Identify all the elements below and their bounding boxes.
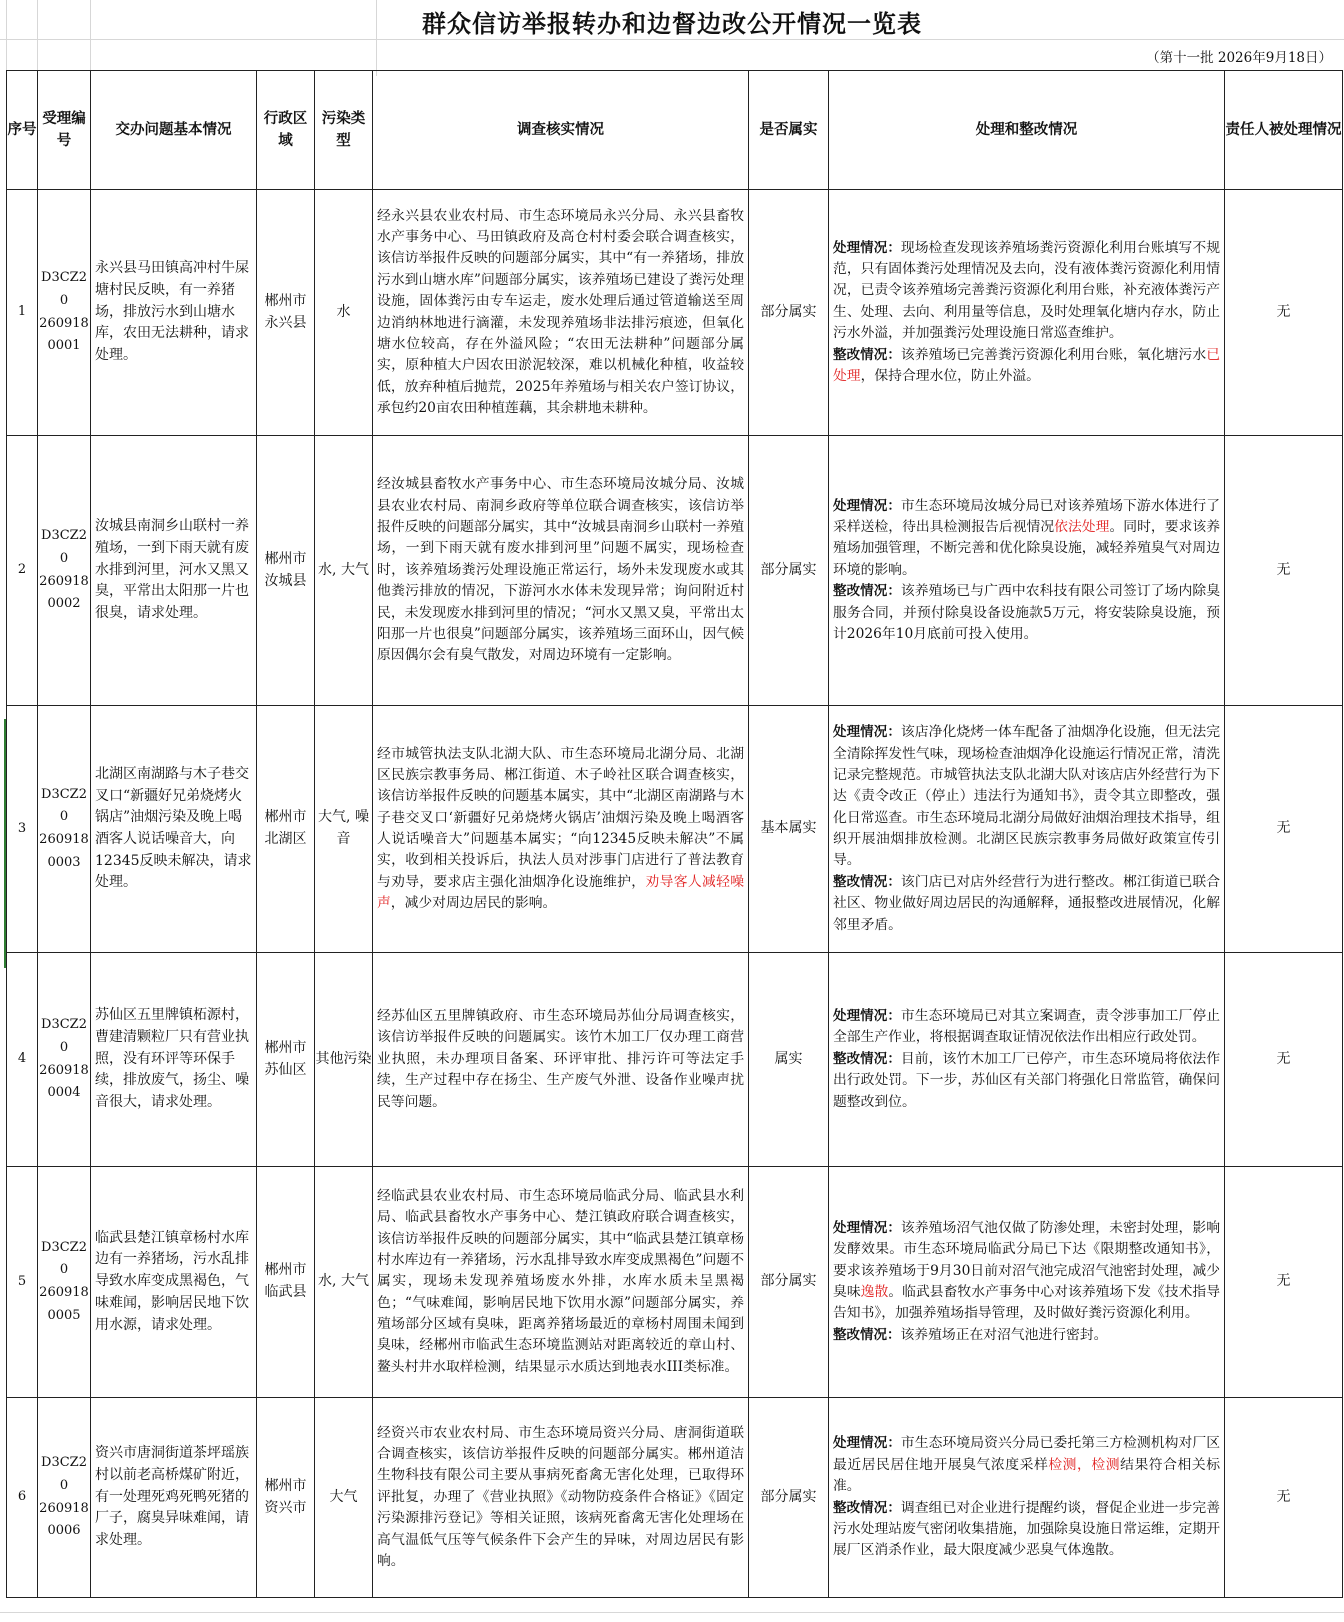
handling-text: 市生态环境局汝城分局已对该养殖场下游水体进行了采样送检，待出具检测报告后视情况 xyxy=(833,497,1221,536)
handling-text: 市生态环境局资兴分局已委托第三方检测机构对厂区最近居民居住地开展臭气浓度采样 xyxy=(833,1435,1221,1473)
verification-status xyxy=(749,706,829,953)
investigation-findings xyxy=(373,1167,749,1398)
responsibility-text: 无 xyxy=(1276,1050,1291,1067)
grid-line xyxy=(0,1612,1344,1613)
rectification-label: 整改情况： xyxy=(833,1499,901,1516)
row-index-value: 4 xyxy=(17,1051,27,1067)
handling-paragraph xyxy=(833,722,1220,872)
issue-description-text: 临武县楚江镇章杨村水库边有一养猪场，污水乱排导致水库变成黑褐色，气味难闻，影响居民地下饮用水源，请求处理。 xyxy=(95,1229,249,1333)
issue-description xyxy=(91,953,257,1167)
rectification-paragraph xyxy=(833,1049,1220,1113)
header-region: 行政区域 xyxy=(257,71,315,190)
handling-text: 结果符合相关标准。 xyxy=(833,1456,1221,1495)
page-title: 群众信访举报转办和边督边改公开情况一览表 xyxy=(422,9,922,38)
admin-region xyxy=(257,1398,315,1598)
row-index xyxy=(7,190,38,436)
header-responsibility: 责任人被处理情况 xyxy=(1225,71,1343,190)
row-index xyxy=(7,953,38,1167)
highlighted-text: 检测，检测 xyxy=(1048,1456,1121,1473)
investigation-findings xyxy=(373,1398,749,1598)
pollution-type xyxy=(315,1398,373,1598)
rectification-paragraph xyxy=(833,345,1220,388)
pollution-type-text: 大气 xyxy=(329,1488,358,1505)
handling-paragraph xyxy=(833,238,1220,345)
rectification-label: 整改情况： xyxy=(833,1326,901,1343)
row-index xyxy=(7,706,38,953)
case-code-line: 260918 xyxy=(39,1062,89,1078)
table-row xyxy=(7,953,1343,1167)
verification-status xyxy=(749,1398,829,1598)
case-code-line: 0004 xyxy=(47,1085,81,1101)
issue-description-text: 永兴县马田镇高冲村牛屎塘村民反映，有一养猪场，排放污水到山塘水库，农田无法耕种，请求处理。 xyxy=(95,260,249,364)
row-index xyxy=(7,436,38,706)
pollution-type-text: 水, 大气 xyxy=(318,1273,369,1290)
row-index-value: 3 xyxy=(17,820,27,836)
table-row xyxy=(7,436,1343,706)
responsibility-text: 无 xyxy=(1276,303,1291,320)
rectification-paragraph xyxy=(833,872,1220,936)
pollution-type-text: 大气, 噪音 xyxy=(318,809,369,847)
pollution-type-text: 水 xyxy=(336,303,351,320)
pollution-type-text: 水, 大气 xyxy=(318,561,369,578)
header-basic: 交办问题基本情况 xyxy=(91,71,257,190)
handling-text: 该养殖场沼气池仅做了防渗处理，未密封处理，影响发酵效果。市生态环境局临武分局已下达《限期整改通知书》，要求该养殖场于9月30日前对沼气池完成沼气池密封处理，减少臭味 xyxy=(833,1219,1221,1300)
rectification-label: 整改情况： xyxy=(833,873,901,890)
row-index-value: 5 xyxy=(17,1273,27,1289)
rectification-label: 整改情况： xyxy=(833,583,901,600)
handling-rectification xyxy=(829,436,1225,706)
handling-text: 现场检查发现该养殖场粪污资源化利用台账填写不规范，只有固体粪污处理情况及去向，没有液体粪污资源化利用情况，已责令该养殖场完善粪污资源化利用台账，补充液体粪污产生、处理、去向、利用量等信息，及时处理氧化塘内存水，防止污水外溢，并加强粪污处理设施日常巡查维护。 xyxy=(833,239,1221,342)
highlighted-text: 依法处理 xyxy=(1054,519,1110,536)
case-code-line: 0005 xyxy=(47,1307,81,1323)
admin-region xyxy=(257,436,315,706)
table-row xyxy=(7,1167,1343,1398)
verification-status xyxy=(749,953,829,1167)
table-row xyxy=(7,1398,1343,1598)
responsibility xyxy=(1225,436,1343,706)
rectification-text: 该养殖场已完善粪污资源化利用台账，氧化塘污水 xyxy=(900,346,1207,363)
verification-status-text: 部分属实 xyxy=(760,1488,817,1505)
responsibility xyxy=(1225,706,1343,953)
header-pollution: 污染类型 xyxy=(315,71,373,190)
handling-text: 。临武县畜牧水产事务中心对该养殖场下发《技术指导告知书》，加强养殖场指导管理，及时做好粪污资源化利用。 xyxy=(833,1284,1221,1322)
table-row xyxy=(7,706,1343,953)
case-code xyxy=(38,190,91,436)
issue-description-text: 汝城县南洞乡山联村一养殖场，一到下雨天就有废水排到河里，河水又黑又臭，平常出太阳那一片也很臭，请求处理。 xyxy=(95,518,249,622)
issue-description xyxy=(91,1167,257,1398)
case-code-line: 260918 xyxy=(39,573,89,589)
admin-region-text: 郴州市苏仙区 xyxy=(264,1039,307,1078)
batch-row xyxy=(0,40,1344,70)
responsibility-text: 无 xyxy=(1276,820,1291,837)
handling-rectification xyxy=(829,1167,1225,1398)
row-index xyxy=(7,1398,38,1598)
handling-label: 处理情况： xyxy=(833,1008,901,1025)
case-code-line: 0001 xyxy=(47,338,81,354)
investigation-text: 经市城管执法支队北湖大队、市生态环境局北湖分局、北湖区民族宗教事务局、郴江街道、木子岭社区联合调查核实，该信访举报件反映的问题基本属实，其中“北湖区南湖路与木子巷交叉口‘新疆好兄弟烧烤火锅店’油烟污染及晚上喝酒客人说话噪音大”问题基本属实；“向12345反映未解决”不属实，收到相关投诉后，执法人员对涉事门店进行了普法教育与劝导，要求店主强化油烟净化设施维护， xyxy=(377,745,744,890)
issue-description xyxy=(91,436,257,706)
case-code-line: 0006 xyxy=(47,1523,81,1539)
verification-status-text: 部分属实 xyxy=(760,561,817,578)
batch-info: （第十一批 2026年9月18日） xyxy=(1146,50,1332,66)
pollution-type xyxy=(315,436,373,706)
verification-status xyxy=(749,1167,829,1398)
handling-text: 。同时，要求该养殖场加强管理，不断完善和优化除臭设施，减轻养殖臭气对周边环境的影响。 xyxy=(833,519,1221,578)
highlighted-text: 已处理 xyxy=(833,346,1221,384)
header-handling: 处理和整改情况 xyxy=(829,71,1225,190)
title-row xyxy=(0,0,1344,40)
row-index-value: 1 xyxy=(17,304,27,320)
admin-region-text: 郴州市临武县 xyxy=(264,1262,307,1300)
admin-region-text: 郴州市永兴县 xyxy=(264,292,307,331)
rectification-label: 整改情况： xyxy=(833,346,901,363)
case-code xyxy=(38,1167,91,1398)
admin-region xyxy=(257,953,315,1167)
responsibility-text: 无 xyxy=(1276,1488,1291,1505)
handling-paragraph xyxy=(833,1006,1220,1049)
investigation-findings xyxy=(373,190,749,436)
issue-description-text: 苏仙区五里牌镇柘源村，曹建清颗粒厂只有营业执照，没有环评等环保手续，排放废气，扬尘、噪音很大，请求处理。 xyxy=(95,1007,249,1111)
table-body xyxy=(7,190,1343,1598)
case-code-line: 0003 xyxy=(47,854,81,870)
rectification-paragraph xyxy=(833,1498,1220,1562)
rectification-text: 该养殖场正在对沼气池进行密封。 xyxy=(900,1326,1108,1343)
admin-region xyxy=(257,190,315,436)
header-code: 受理编号 xyxy=(38,71,91,190)
investigation-findings xyxy=(373,953,749,1167)
header-row xyxy=(7,71,1343,190)
case-code xyxy=(38,706,91,953)
rectification-text: 调查组已对企业进行提醒约谈，督促企业进一步完善污水处理站废气密闭收集措施，加强除臭设施日常运维，定期开展厂区消杀作业，最大限度减少恶臭气体逸散。 xyxy=(833,1499,1221,1559)
responsibility xyxy=(1225,190,1343,436)
investigation-findings xyxy=(373,436,749,706)
case-code-line: D3CZ20 xyxy=(41,1017,87,1055)
header-index: 序号 xyxy=(7,71,38,190)
handling-rectification xyxy=(829,706,1225,953)
issue-description xyxy=(91,706,257,953)
investigation-text: 经永兴县农业农村局、市生态环境局永兴分局、永兴县畜牧水产事务中心、马田镇政府及高仓村村委会联合调查核实，该信访举报件反映的问题部分属实，其中“有一养猪场，排放污水到山塘水库”问题部分属实，该养殖场已建设了粪污处理设施，固体粪污由专车运走，废水处理后通过管道输送至周边消纳林地进行滴灌，未发现养殖场非法排污痕迹，但氧化塘水位较高，存在外溢风险；“农田无法耕种”问题部分属实，原种植大户因农田淤泥较深，难以机械化种植，收益较低，放弃种植后抛荒，2025年养殖场与相关农户签订协议，承包约20亩农田种植莲藕，其余耕地未耕种。 xyxy=(377,207,744,416)
rectification-text: ，保持合理水位，防止外溢。 xyxy=(860,367,1040,384)
pollution-type xyxy=(315,953,373,1167)
report-table xyxy=(6,70,1343,1598)
admin-region-text: 郴州市汝城县 xyxy=(264,550,307,589)
handling-text: 该店净化烧烤一体车配备了油烟净化设施，但无法完全清除挥发性气味，现场检查油烟净化设施运行情况正常，清洗记录完整规范。市城管执法支队北湖大队对该店店外经营行为下达《责令改正（停止）违法行为通知书》，责令其立即整改，强化日常巡查。市生态环境局北湖分局做好油烟治理技术指导，组织开展油烟排放检测。北湖区民族宗教事务局做好政策宣传引导。 xyxy=(833,724,1221,869)
responsibility xyxy=(1225,1167,1343,1398)
header-status: 是否属实 xyxy=(749,71,829,190)
verification-status xyxy=(749,190,829,436)
case-code-line: 260918 xyxy=(39,832,89,847)
case-code-line: D3CZ20 xyxy=(41,270,87,308)
rectification-text: 该养殖场已与广西中农科技有限公司签订了场内除臭服务合同，并预付除臭设备设施款5万元，将安装除臭设施，预计2026年10月底前可投入使用。 xyxy=(833,583,1221,642)
responsibility-text: 无 xyxy=(1276,1273,1291,1290)
case-code-line: D3CZ20 xyxy=(41,528,87,566)
case-code-line: 0002 xyxy=(47,596,81,612)
case-code-line: 260918 xyxy=(39,1500,89,1516)
row-index xyxy=(7,1167,38,1398)
handling-label: 处理情况： xyxy=(833,1219,901,1236)
admin-region xyxy=(257,1167,315,1398)
investigation-text: 经苏仙区五里牌镇政府、市生态环境局苏仙分局调查核实，该信访举报件反映的问题属实。该竹木加工厂仅办理工商营业执照，未办理项目备案、环评审批、排污许可等法定手续，生产过程中存在扬尘、生产废气外泄、设备作业噪声扰民等问题。 xyxy=(377,1008,744,1110)
case-code-line: D3CZ20 xyxy=(41,1239,87,1278)
investigation-findings xyxy=(373,706,749,953)
case-code xyxy=(38,953,91,1167)
issue-description xyxy=(91,190,257,436)
investigation-text: 经资兴市农业农村局、市生态环境局资兴分局、唐洞街道联合调查核实，该信访举报件反映的问题部分属实。郴州道洁生物科技有限公司主要从事病死畜禽无害化处理，已取得环评批复，办理了《营业执照》《动物防疫条件合格证》《固定污染源排污登记》等相关证照，该病死畜禽无害化处理场在高气温低气压等气候条件下会产生的异味，对周边居民有影响。 xyxy=(377,1424,744,1569)
responsibility xyxy=(1225,953,1343,1167)
responsibility-text: 无 xyxy=(1276,561,1291,578)
rectification-text: 目前，该竹木加工厂已停产，市生态环境局将依法作出行政处罚。下一步，苏仙区有关部门将强化日常监管，确保问题整改到位。 xyxy=(833,1050,1221,1110)
verification-status xyxy=(749,436,829,706)
handling-label: 处理情况： xyxy=(833,724,901,741)
issue-description xyxy=(91,1398,257,1598)
handling-paragraph xyxy=(833,1218,1220,1325)
handling-label: 处理情况： xyxy=(833,239,901,256)
handling-text: 市生态环境局已对其立案调查，责令涉事加工厂停止全部生产作业，将根据调查取证情况依法作出相应行政处罚。 xyxy=(833,1008,1221,1046)
table-row xyxy=(7,190,1343,436)
highlighted-text: 逸散 xyxy=(860,1284,889,1300)
case-code xyxy=(38,1398,91,1598)
rectification-label: 整改情况： xyxy=(833,1050,901,1067)
pollution-type-text: 其他污染 xyxy=(315,1050,372,1067)
investigation-text: ，减少对周边居民的影响。 xyxy=(390,895,557,912)
case-code-line: 260918 xyxy=(39,315,89,331)
pollution-type xyxy=(315,1167,373,1398)
verification-status-text: 基本属实 xyxy=(760,820,817,837)
pollution-type xyxy=(315,190,373,436)
verification-status-text: 部分属实 xyxy=(760,303,817,320)
handling-label: 处理情况： xyxy=(833,1435,901,1452)
case-code-line: 260918 xyxy=(39,1285,89,1300)
case-code xyxy=(38,436,91,706)
admin-region-text: 郴州市资兴市 xyxy=(264,1477,307,1516)
row-index-value: 6 xyxy=(17,1489,27,1505)
handling-label: 处理情况： xyxy=(833,497,901,514)
verification-status-text: 部分属实 xyxy=(760,1273,817,1290)
responsibility xyxy=(1225,1398,1343,1598)
rectification-text: 该门店已对店外经营行为进行整改。郴江街道已联合社区、物业做好周边居民的沟通解释，通报整改进展情况，化解邻里矛盾。 xyxy=(833,873,1221,933)
admin-region xyxy=(257,706,315,953)
handling-paragraph xyxy=(833,496,1220,582)
investigation-text: 经汝城县畜牧水产事务中心、市生态环境局汝城分局、汝城县农业农村局、南洞乡政府等单位联合调查核实，该信访举报件反映的问题部分属实，其中“汝城县南洞乡山联村一养殖场，一到下雨天就有废水排到河里”问题不属实，现场检查时，该养殖场粪污处理设施正常运行，场外未发现废水或其他粪污排放的情况，下游河水水体未发现异常；询问附近村民，未发现废水排到河里的情况；“河水又黑又臭，平常出太阳那一片也很臭”问题部分属实，该养殖场三面环山，因气候原因偶尔会有臭气散发，对周边环境有一定影响。 xyxy=(377,476,744,664)
pollution-type xyxy=(315,706,373,953)
handling-rectification xyxy=(829,190,1225,436)
issue-description-text: 资兴市唐洞街道茶坪瑶族村以前老高桥煤矿附近，有一处理死鸡死鸭死猪的厂子，腐臭异味难闻，请求处理。 xyxy=(95,1445,249,1549)
verification-status-text: 属实 xyxy=(774,1050,803,1067)
handling-paragraph xyxy=(833,1433,1220,1497)
header-investigation: 调查核实情况 xyxy=(373,71,749,190)
handling-rectification xyxy=(829,1398,1225,1598)
handling-rectification xyxy=(829,953,1225,1167)
case-code-line: D3CZ20 xyxy=(41,1455,87,1493)
case-code-line: D3CZ20 xyxy=(41,786,87,825)
row-index-value: 2 xyxy=(17,562,27,578)
issue-description-text: 北湖区南湖路与木子巷交叉口“新疆好兄弟烧烤火锅店”油烟污染及晚上喝酒客人说话噪音大，向12345反映未解决，请求处理。 xyxy=(95,765,252,891)
admin-region-text: 郴州市北湖区 xyxy=(264,809,307,847)
investigation-text: 经临武县农业农村局、市生态环境局临武分局、临武县水利局、临武县畜牧水产事务中心、楚江镇政府联合调查核实，该信访举报件反映的问题部分属实，其中“临武县楚江镇章杨村水库边有一养猪场，污水乱排导致水库变成黑褐色”问题不属实，现场未发现养殖场废水外排，水库水质未呈黑褐色；“气味难闻，影响居民地下饮用水源”问题部分属实，养殖场部分区域有臭味，距离养猪场最近的章杨村周围未闻到臭味，经郴州市临武生态环境监测站对距离较近的章山村、鳌头村井水取样检测，结果显示水质达到地表水III类标准。 xyxy=(377,1187,744,1375)
rectification-paragraph xyxy=(833,1325,1220,1346)
rectification-paragraph xyxy=(833,581,1220,645)
highlighted-text: 劝导客人减轻噪声 xyxy=(377,873,745,912)
